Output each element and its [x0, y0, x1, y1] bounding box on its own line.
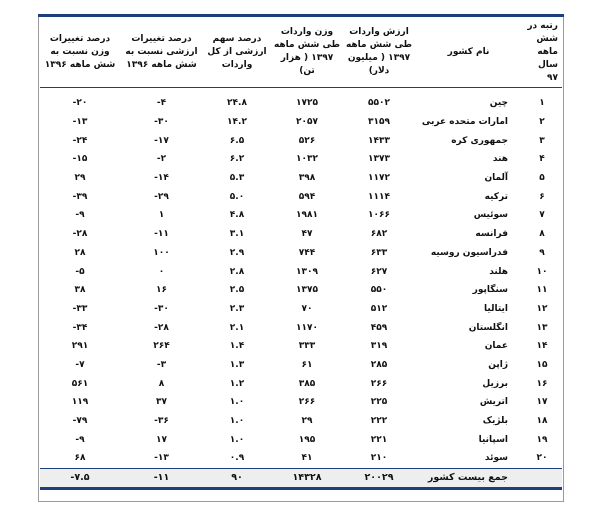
weight-change-cell: -۲۸ [72, 229, 88, 240]
table-row [40, 206, 562, 225]
import-value-cell: ۱۱۱۴ [368, 191, 390, 202]
import-value-cell: ۳۱۵۹ [368, 117, 390, 128]
weight-change-cell: ۲۸ [74, 247, 86, 258]
import-weight-cell: ۱۳۷۵ [296, 285, 318, 296]
rank-cell: ۱۸ [536, 416, 548, 427]
table-row [40, 225, 562, 244]
share-cell: ۱.۰ [229, 434, 245, 445]
import-weight-cell: ۴۷ [301, 229, 313, 240]
share-cell: ۱.۴ [229, 341, 245, 352]
country-cell: ژاپن [488, 359, 508, 370]
import-weight-cell: ۱۱۷۰ [296, 322, 318, 333]
table-row [40, 356, 562, 375]
share-cell: ۴.۸ [229, 210, 245, 221]
total-rank-cell [522, 468, 562, 488]
share-cell: ۲.۵ [229, 285, 245, 296]
table-row [40, 262, 562, 281]
country-cell: هلند [489, 266, 508, 277]
share-cell: ۱۴.۲ [227, 117, 247, 128]
total-weight: ۱۴۳۲۸ [271, 468, 343, 488]
table-row [40, 337, 562, 356]
table-body [40, 88, 562, 469]
import-weight-cell: ۳۸۵ [298, 378, 316, 389]
value-change-cell: ۱ [158, 210, 165, 221]
share-cell: ۲.۹ [229, 247, 245, 258]
value-change-cell: -۱۴ [154, 173, 169, 184]
header-rank: رتبه در شش ماهه سال ۹۷ [522, 17, 562, 88]
import-value-cell: ۶۸۲ [370, 229, 388, 240]
rank-cell: ۱۷ [536, 397, 548, 408]
share-cell: ۲.۸ [229, 266, 245, 277]
share-cell: ۰.۹ [229, 453, 245, 464]
rank-cell: ۲۰ [536, 453, 548, 464]
total-share: ۹۰ [203, 468, 271, 488]
import-weight-cell: ۵۲۶ [298, 135, 316, 146]
table-row [40, 393, 562, 412]
import-weight-cell: ۲۰۵۷ [296, 117, 318, 128]
rank-cell: ۷ [539, 210, 545, 221]
rank-cell: ۱۲ [536, 303, 548, 314]
country-cell: ترکیه [484, 191, 508, 202]
table-row [40, 88, 562, 113]
value-change-cell: -۳ [156, 359, 167, 370]
country-cell: امارات متحده عربی [421, 117, 508, 128]
share-cell: ۱.۰ [229, 416, 245, 427]
country-cell: سوئیس [473, 210, 508, 221]
import-value-cell: ۲۶۶ [370, 378, 388, 389]
country-cell: هند [492, 154, 508, 165]
header-weight-change: درصد تغییرات وزن نسبت به شش ماهه ۱۳۹۶ [40, 17, 120, 88]
rank-cell: ۳ [539, 135, 545, 146]
weight-change-cell: ۵۶۱ [71, 378, 89, 389]
country-cell: آلمان [484, 173, 508, 184]
weight-change-cell: -۳۹ [72, 191, 88, 202]
header-share: درصد سهم ارزشی از کل واردات [203, 17, 271, 88]
country-cell: اسپانیا [478, 434, 508, 445]
value-change-cell: ۱۰۰ [153, 247, 170, 258]
total-row [40, 468, 562, 488]
weight-change-cell: ۳۸ [74, 285, 86, 296]
value-change-cell: ۲۶۴ [153, 341, 170, 352]
import-value-cell: ۵۵۰۲ [368, 98, 390, 109]
weight-change-cell: -۳۴ [72, 322, 88, 333]
weight-change-cell: -۳۳ [72, 303, 88, 314]
value-change-cell: -۱۱ [154, 229, 169, 240]
rank-cell: ۹ [539, 247, 545, 258]
import-value-cell: ۵۵۰ [370, 285, 388, 296]
country-cell: بلژیک [482, 416, 508, 427]
share-cell: ۱.۲ [229, 378, 245, 389]
rank-cell: ۱۶ [536, 378, 548, 389]
table-row [40, 449, 562, 468]
weight-change-cell: -۱۳ [72, 117, 88, 128]
import-weight-cell: ۱۷۲۵ [296, 98, 318, 109]
import-weight-cell: ۱۰۳۲ [296, 154, 318, 165]
import-value-cell: ۵۱۲ [370, 303, 388, 314]
share-cell: ۲۴.۸ [227, 98, 247, 109]
country-cell: چین [489, 98, 508, 109]
weight-change-cell: -۲۴ [72, 135, 88, 146]
rank-cell: ۵ [539, 173, 545, 184]
value-change-cell: ۱۷ [156, 434, 167, 445]
rank-cell: ۱۳ [536, 322, 548, 333]
import-weight-cell: ۲۹ [301, 416, 313, 427]
country-cell: جمهوری کره [451, 135, 508, 146]
value-change-cell: -۱۳ [154, 453, 169, 464]
value-change-cell: -۲۸ [154, 322, 169, 333]
country-cell: سوئد [484, 453, 508, 464]
share-cell: ۲.۳ [229, 303, 245, 314]
import-value-cell: ۲۱۰ [370, 453, 388, 464]
weight-change-cell: ۱۱۹ [71, 397, 89, 408]
import-value-cell: ۱۱۷۲ [368, 173, 390, 184]
table-row [40, 169, 562, 188]
import-value-cell: ۲۸۵ [370, 359, 388, 370]
import-value-cell: ۲۲۵ [370, 397, 388, 408]
total-label: جمع بیست کشور [415, 468, 522, 488]
rank-cell: ۸ [539, 229, 545, 240]
weight-change-cell: -۹ [75, 434, 85, 445]
country-cell: فرانسه [475, 229, 508, 240]
table-row [40, 113, 562, 132]
import-weight-cell: ۱۳۰۹ [296, 266, 318, 277]
import-value-cell: ۱۰۶۶ [368, 210, 390, 221]
import-weight-cell: ۵۹۴ [298, 191, 316, 202]
table-row [40, 187, 562, 206]
weight-change-cell: ۲۹۱ [71, 341, 89, 352]
rank-cell: ۲ [539, 117, 545, 128]
import-weight-cell: ۳۹۸ [298, 173, 316, 184]
value-change-cell: ۰ [158, 266, 165, 277]
rank-cell: ۱۵ [536, 359, 548, 370]
import-weight-cell: ۳۳۳ [298, 341, 316, 352]
total-value-change: -۱۱ [120, 468, 203, 488]
table-row [40, 150, 562, 169]
rank-cell: ۱۰ [536, 266, 548, 277]
import-weight-cell: ۱۹۸۱ [296, 210, 318, 221]
header-import-weight: وزن واردات طی شش ماهه ۱۳۹۷ ( هزار تن) [271, 17, 343, 88]
share-cell: ۲.۱ [229, 322, 245, 333]
value-change-cell: -۳۰ [154, 117, 169, 128]
table-row [40, 244, 562, 263]
weight-change-cell: ۲۹ [74, 173, 86, 184]
share-cell: ۶.۲ [229, 154, 245, 165]
table-header-row [40, 17, 562, 88]
value-change-cell: -۲۹ [154, 191, 169, 202]
import-weight-cell: ۶۱ [301, 359, 313, 370]
import-value-cell: ۳۱۹ [370, 341, 388, 352]
share-cell: ۱.۳ [229, 359, 245, 370]
imports-table [40, 17, 562, 490]
header-import-value: ارزش واردات طی شش ماهه ۱۳۹۷ ( میلیون دلار) [343, 17, 415, 88]
country-cell: فدراسیون روسیه [430, 247, 508, 258]
value-change-cell: ۸ [158, 378, 165, 389]
import-value-cell: ۲۲۲ [370, 416, 388, 427]
total-value: ۲۰۰۲۹ [343, 468, 415, 488]
value-change-cell: -۲ [156, 154, 167, 165]
weight-change-cell: -۲۰ [72, 98, 88, 109]
country-cell: عمان [484, 341, 508, 352]
import-weight-cell: ۴۱ [301, 453, 313, 464]
country-cell: برزیل [482, 378, 508, 389]
weight-change-cell: -۹ [75, 210, 85, 221]
import-value-cell: ۱۳۷۳ [368, 154, 390, 165]
total-weight-change: -۷.۵ [40, 468, 120, 488]
value-change-cell: -۴ [156, 98, 167, 109]
import-value-cell: ۲۲۱ [370, 434, 388, 445]
table-row [40, 281, 562, 300]
header-country: نام کشور [415, 17, 522, 88]
weight-change-cell: -۵ [75, 266, 85, 277]
table-row [40, 374, 562, 393]
value-change-cell: ۱۶ [156, 285, 167, 296]
country-cell: سنگاپور [472, 285, 508, 296]
share-cell: ۵.۰ [229, 191, 245, 202]
share-cell: ۱.۰ [229, 397, 245, 408]
value-change-cell: ۳۷ [156, 397, 167, 408]
country-cell: انگلستان [468, 322, 508, 333]
import-weight-cell: ۷۴۴ [298, 247, 316, 258]
rank-cell: ۶ [539, 191, 545, 202]
weight-change-cell: -۷۹ [72, 416, 88, 427]
import-value-cell: ۶۳۳ [370, 247, 388, 258]
import-weight-cell: ۷۰ [301, 303, 313, 314]
weight-change-cell: ۶۸ [74, 453, 86, 464]
import-value-cell: ۶۲۷ [370, 266, 388, 277]
value-change-cell: -۳۰ [154, 303, 169, 314]
value-change-cell: -۱۷ [154, 135, 169, 146]
share-cell: ۶.۵ [229, 135, 245, 146]
rank-cell: ۱۱ [536, 285, 548, 296]
weight-change-cell: -۱۵ [72, 154, 88, 165]
import-weight-cell: ۱۹۵ [298, 434, 316, 445]
rank-cell: ۱ [539, 98, 545, 109]
country-cell: اتریش [479, 397, 508, 408]
weight-change-cell: -۷ [75, 359, 85, 370]
table-row [40, 412, 562, 431]
import-value-cell: ۱۴۳۳ [368, 135, 390, 146]
value-change-cell: -۳۶ [154, 416, 169, 427]
table-row [40, 131, 562, 150]
table-row [40, 318, 562, 337]
import-value-cell: ۴۵۹ [370, 322, 388, 333]
share-cell: ۳.۱ [229, 229, 245, 240]
table-row [40, 300, 562, 319]
header-value-change: درصد تغییرات ارزشی نسبت به شش ماهه ۱۳۹۶ [120, 17, 203, 88]
rank-cell: ۱۴ [536, 341, 548, 352]
table-row [40, 430, 562, 449]
rank-cell: ۴ [539, 154, 545, 165]
country-cell: ایتالیا [484, 303, 508, 314]
import-weight-cell: ۲۶۶ [298, 397, 316, 408]
share-cell: ۵.۳ [229, 173, 245, 184]
rank-cell: ۱۹ [536, 434, 548, 445]
